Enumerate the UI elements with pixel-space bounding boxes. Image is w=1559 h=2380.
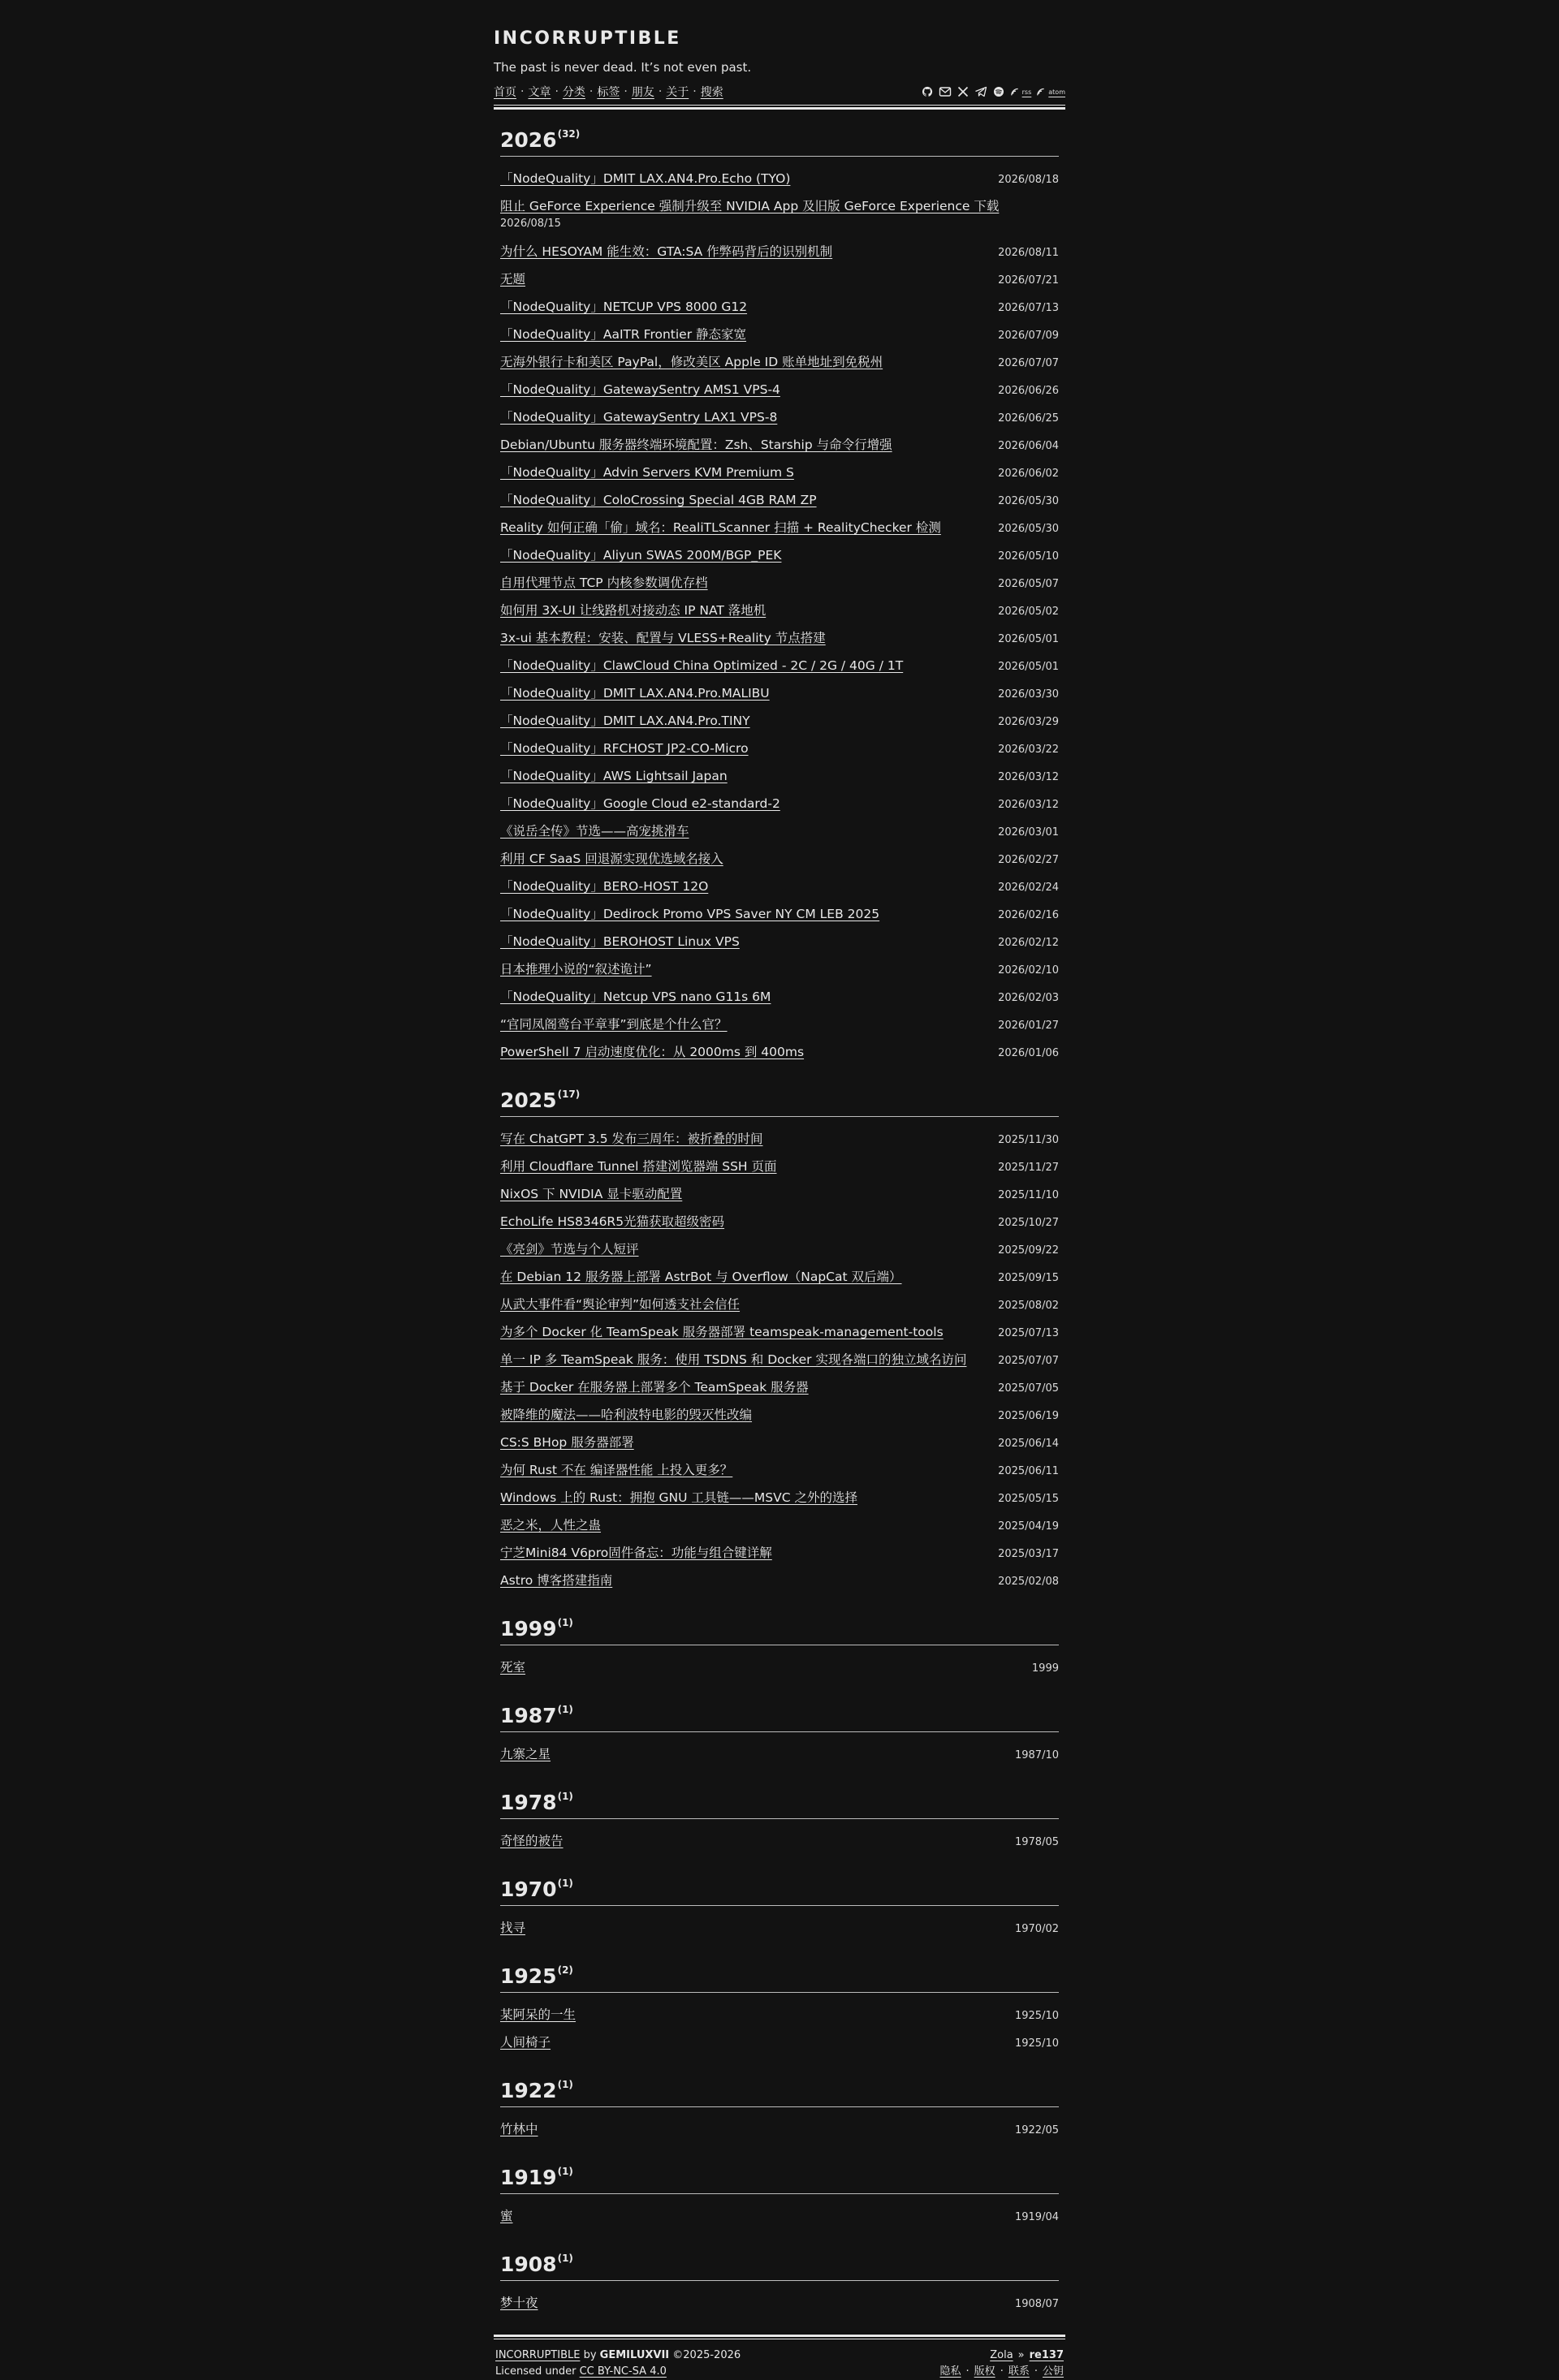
post-title-link[interactable]: 宁芝Mini84 V6pro固件备忘：功能与组合键详解 (500, 1546, 772, 1560)
post-title-link[interactable]: 「NodeQuality」Aliyun SWAS 200M/BGP_PEK (500, 548, 782, 563)
year-label: 1919 (500, 2166, 557, 2189)
post-title-link[interactable]: 基于 Docker 在服务器上部署多个 TeamSpeak 服务器 (500, 1380, 809, 1395)
post-date: 1925/10 (1014, 2037, 1059, 2050)
post-item (500, 628, 1059, 656)
post-item (500, 1543, 1059, 1571)
post-date: 2026/01/06 (998, 1047, 1059, 1059)
post-date: 2025/06/14 (998, 1438, 1059, 1450)
year-label: 1999 (500, 1617, 557, 1641)
post-title-link[interactable]: 梦十夜 (500, 2296, 538, 2310)
post-date: 2026/05/30 (998, 523, 1059, 535)
post-title-link[interactable]: 「NodeQuality」BERO-HOST 12O (500, 879, 709, 894)
year-count: (1) (557, 1791, 573, 1802)
post-item (500, 407, 1059, 435)
post-date: 2026/08/15 (500, 218, 561, 230)
post-title-link[interactable]: 无海外银行卡和美区 PayPal，修改美区 Apple ID 账单地址到免税州 (500, 355, 883, 369)
post-date: 2025/08/02 (998, 1300, 1059, 1312)
rss-icon[interactable] (1010, 86, 1032, 97)
rss-label: rss (1021, 88, 1032, 96)
year-section (500, 1782, 1059, 1859)
post-date: 2026/02/12 (998, 937, 1059, 949)
post-item (500, 932, 1059, 959)
post-title-link[interactable]: 奇怪的被告 (500, 1834, 564, 1848)
year-heading (500, 1782, 1059, 1819)
post-title-link[interactable]: NixOS 下 NVIDIA 显卡驱动配置 (500, 1187, 683, 1201)
post-title-link[interactable]: 在 Debian 12 服务器上部署 AstrBot 与 Overflow（NapCat 双后端） (500, 1270, 902, 1284)
year-heading (500, 2244, 1059, 2281)
year-count: (1) (557, 1878, 573, 1889)
post-date: 2025/10/27 (998, 1217, 1059, 1229)
post-title-link[interactable]: 为多个 Docker 化 TeamSpeak 服务器部署 teamspeak-management-tools (500, 1325, 944, 1339)
post-date: 2026/03/30 (998, 688, 1059, 701)
footer-arrow: » (1017, 2349, 1025, 2361)
post-title-link[interactable]: 「NodeQuality」BEROHOST Linux VPS (500, 934, 740, 949)
footer-credits (495, 2348, 741, 2380)
post-title-link[interactable]: 被降维的魔法——哈利波特电影的毁灭性改编 (500, 1408, 753, 1422)
post-item (500, 1571, 1059, 1598)
post-date: 2026/03/22 (998, 744, 1059, 756)
post-title-link[interactable]: 3x-ui 基本教程：安装、配置与 VLESS+Reality 节点搭建 (500, 631, 826, 645)
year-heading (500, 2157, 1059, 2194)
post-item (500, 1831, 1059, 1859)
post-date: 2026/07/07 (998, 357, 1059, 369)
post-date: 2026/07/09 (998, 330, 1059, 342)
footer-policy-link[interactable]: 公钥 (1042, 2365, 1064, 2378)
post-date: 1987/10 (1014, 1749, 1059, 1761)
post-title-link[interactable]: 「NodeQuality」Netcup VPS nano G11s 6M (500, 990, 771, 1004)
post-title-link[interactable]: CS:S BHop 服务器部署 (500, 1435, 634, 1450)
post-title-link[interactable]: Windows 上的 Rust：拥抱 GNU 工具链——MSVC 之外的选择 (500, 1490, 857, 1505)
nav-link[interactable]: 文章 (528, 86, 551, 99)
x-icon[interactable] (957, 86, 970, 97)
page (494, 28, 1065, 2380)
post-title-link[interactable]: 「NodeQuality」GatewaySentry AMS1 VPS-4 (500, 382, 780, 397)
footer-link-row (940, 2364, 1064, 2380)
post-item (500, 1658, 1059, 1685)
year-heading (500, 119, 1059, 157)
post-date: 2026/03/29 (998, 716, 1059, 728)
telegram-icon[interactable] (974, 86, 987, 97)
post-title-link[interactable]: 为什么 HESOYAM 能生效：GTA:SA 作弊码背后的识别机制 (500, 244, 833, 259)
post-item (500, 435, 1059, 463)
year-label: 1987 (500, 1704, 557, 1727)
post-date: 2026/02/16 (998, 909, 1059, 921)
post-date: 1925/10 (1014, 2010, 1059, 2022)
post-item (500, 1295, 1059, 1322)
post-title-link[interactable]: 利用 CF SaaS 回退源实现优选域名接入 (500, 852, 723, 866)
post-title-link[interactable]: 某阿呆的一生 (500, 2007, 577, 2022)
post-item (500, 380, 1059, 407)
post-item (500, 987, 1059, 1015)
post-date: 1922/05 (1014, 2124, 1059, 2136)
post-title-link[interactable]: 「NodeQuality」Google Cloud e2-standard-2 (500, 796, 780, 811)
year-count: (32) (557, 128, 581, 140)
atom-icon[interactable] (1036, 86, 1065, 97)
post-item (500, 711, 1059, 739)
post-date: 2025/07/05 (998, 1382, 1059, 1395)
post-item (500, 1918, 1059, 1946)
post-date: 1908/07 (1014, 2298, 1059, 2310)
post-item (500, 1015, 1059, 1042)
post-item (500, 490, 1059, 518)
site-tagline: The past is never dead. It’s not even past. (494, 60, 752, 75)
post-title-link[interactable]: 自用代理节点 TCP 内核参数调优存档 (500, 576, 708, 590)
post-title-link[interactable]: 「NodeQuality」ClawCloud China Optimized - 2C / 2G / 40G / 1T (500, 658, 904, 673)
post-date: 2026/05/01 (998, 633, 1059, 645)
post-item (500, 2005, 1059, 2033)
footer-license-prefix: Licensed under (495, 2365, 580, 2378)
post-item (500, 1378, 1059, 1405)
post-date: 2026/07/21 (998, 274, 1059, 287)
post-title-link[interactable]: 日本推理小说的“叙述诡计” (500, 962, 652, 977)
post-item (500, 2033, 1059, 2060)
post-date: 2026/02/10 (998, 964, 1059, 977)
footer-license-link[interactable]: CC BY-NC-SA 4.0 (579, 2365, 667, 2378)
post-title-link[interactable]: EchoLife HS8346R5光猫获取超级密码 (500, 1214, 725, 1229)
archive-list (494, 119, 1065, 2321)
post-date: 2026/05/01 (998, 661, 1059, 673)
footer-policy-link[interactable]: 联系 (1008, 2365, 1030, 2378)
post-title-link[interactable]: 如何用 3X-UI 让线路机对接动态 IP NAT 落地机 (500, 603, 767, 618)
footer-links (940, 2348, 1064, 2380)
footer-separator: · (1000, 2365, 1004, 2378)
post-title-link[interactable]: 「NodeQuality」DMIT LAX.AN4.Pro.Echo (TYO) (500, 171, 791, 186)
post-item (500, 959, 1059, 987)
footer-separator: · (1034, 2365, 1038, 2378)
year-label: 1922 (500, 2079, 557, 2102)
post-item (500, 269, 1059, 297)
year-heading (500, 1869, 1059, 1906)
post-date: 2026/03/01 (998, 826, 1059, 839)
post-item (500, 766, 1059, 794)
post-title-link[interactable]: 「NodeQuality」ColoCrossing Special 4GB RAM ZP (500, 493, 817, 507)
year-label: 1978 (500, 1791, 557, 1814)
post-date: 2026/06/26 (998, 385, 1059, 397)
year-label: 2025 (500, 1089, 557, 1112)
post-item (500, 2206, 1059, 2234)
post-item (500, 1042, 1059, 1070)
post-date: 2026/07/13 (998, 302, 1059, 314)
year-count: (1) (557, 2166, 573, 2177)
nav-link[interactable]: 搜索 (700, 86, 723, 99)
post-title-link[interactable]: 从武大事件看“舆论审判”如何透支社会信任 (500, 1297, 741, 1312)
mail-icon[interactable] (939, 86, 952, 97)
post-title-link[interactable]: PowerShell 7 启动速度优化：从 2000ms 到 400ms (500, 1045, 805, 1059)
nav-separator: · (555, 85, 559, 98)
nav-link[interactable]: 分类 (562, 86, 585, 99)
post-title-link[interactable]: 人间椅子 (500, 2035, 551, 2050)
year-section (500, 2070, 1059, 2147)
site-title[interactable]: INCORRUPTIBLE (494, 28, 681, 49)
post-title-link[interactable]: 利用 Cloudflare Tunnel 搭建浏览器端 SSH 页面 (500, 1159, 777, 1174)
post-date: 2025/04/19 (998, 1520, 1059, 1533)
atom-label: atom (1048, 88, 1065, 96)
year-heading (500, 1608, 1059, 1645)
post-item (500, 656, 1059, 683)
year-section (500, 1955, 1059, 2060)
year-heading (500, 1955, 1059, 1993)
post-date: 2026/08/18 (998, 174, 1059, 186)
footer-theme-link[interactable]: re137 (1029, 2349, 1064, 2361)
year-count: (1) (557, 1704, 573, 1715)
post-item (500, 601, 1059, 628)
post-item (500, 1212, 1059, 1240)
post-item (500, 297, 1059, 325)
post-date: 2026/01/27 (998, 1020, 1059, 1032)
post-item (500, 573, 1059, 601)
post-title-link[interactable]: Astro 博客搭建指南 (500, 1573, 613, 1588)
post-title-link[interactable]: 找寻 (500, 1921, 526, 1935)
post-title-link[interactable]: 「NodeQuality」AWS Lightsail Japan (500, 769, 728, 783)
social-icons (921, 86, 1065, 97)
footer-policy-link[interactable]: 版权 (974, 2365, 995, 2378)
post-date: 2025/06/11 (998, 1465, 1059, 1477)
post-title-link[interactable]: 无题 (500, 272, 526, 287)
post-title-link[interactable]: 蜜 (500, 2209, 513, 2223)
footer-author: GEMILUXVII (599, 2349, 670, 2361)
year-label: 2026 (500, 128, 557, 152)
post-title-link[interactable]: 《说岳全传》节选——高宠挑滑车 (500, 824, 689, 839)
post-date: 2025/11/10 (998, 1189, 1059, 1201)
post-item (500, 196, 1059, 242)
post-title-link[interactable]: Debian/Ubuntu 服务器终端环境配置：Zsh、Starship 与命令行增强 (500, 438, 892, 452)
post-item (500, 1240, 1059, 1267)
post-item (500, 683, 1059, 711)
post-item (500, 877, 1059, 904)
post-item (500, 242, 1059, 269)
post-item (500, 1488, 1059, 1516)
year-label: 1908 (500, 2253, 557, 2276)
post-date: 1919/04 (1014, 2211, 1059, 2223)
footer-separator: · (965, 2365, 970, 2378)
year-section (500, 1608, 1059, 1685)
nav-separator: · (693, 85, 697, 98)
post-title-link[interactable]: 为何 Rust 不在 编译器性能 上投入更多？ (500, 1463, 733, 1477)
post-title-link[interactable]: 「NodeQuality」Advin Servers KVM Premium S (500, 465, 794, 480)
github-icon[interactable] (921, 86, 934, 97)
nav-link[interactable]: 朋友 (631, 86, 654, 99)
post-item (500, 1184, 1059, 1212)
post-date: 2026/05/02 (998, 606, 1059, 618)
post-date: 2026/05/30 (998, 495, 1059, 507)
post-title-link[interactable]: 单一 IP 多 TeamSpeak 服务：使用 TSDNS 和 Docker 实现各端口的独立域名访问 (500, 1352, 967, 1367)
year-section (500, 1695, 1059, 1772)
year-section (500, 119, 1059, 1070)
post-item (500, 849, 1059, 877)
post-item (500, 1516, 1059, 1543)
post-item (500, 904, 1059, 932)
post-item (500, 1460, 1059, 1488)
year-count: (1) (557, 2253, 573, 2264)
year-count: (1) (557, 1617, 573, 1628)
post-date: 1970/02 (1014, 1923, 1059, 1935)
post-item (500, 1157, 1059, 1184)
nav-separator: · (658, 85, 663, 98)
nav-link[interactable]: 关于 (666, 86, 689, 99)
post-date: 2025/11/27 (998, 1162, 1059, 1174)
nav-separator: · (520, 85, 525, 98)
nav-link[interactable]: 标签 (597, 86, 620, 99)
post-item (500, 1267, 1059, 1295)
footer-engine-link[interactable]: Zola (990, 2349, 1013, 2361)
post-date: 2026/06/04 (998, 440, 1059, 452)
post-title-link[interactable]: 「NodeQuality」RFCHOST JP2-CO-Micro (500, 741, 749, 756)
post-date: 2025/07/13 (998, 1327, 1059, 1339)
post-item (500, 325, 1059, 352)
post-item (500, 545, 1059, 573)
post-item (500, 1129, 1059, 1157)
post-title-link[interactable]: 死室 (500, 1660, 526, 1675)
post-date: 1978/05 (1014, 1836, 1059, 1848)
post-item (500, 169, 1059, 196)
year-count: (17) (557, 1089, 581, 1100)
nav-links (494, 84, 723, 100)
post-title-link[interactable]: 恶之米，人性之蛊 (500, 1518, 602, 1533)
post-date: 2026/05/07 (998, 578, 1059, 590)
post-date: 2025/05/15 (998, 1493, 1059, 1505)
year-label: 1970 (500, 1878, 557, 1901)
post-date: 2025/11/30 (998, 1134, 1059, 1146)
post-date: 2025/09/15 (998, 1272, 1059, 1284)
post-title-link[interactable]: 「NodeQuality」GatewaySentry LAX1 VPS-8 (500, 410, 778, 425)
post-title-link[interactable]: 写在 ChatGPT 3.5 发布三周年：被折叠的时间 (500, 1132, 763, 1146)
post-item (500, 352, 1059, 380)
footer-site-link[interactable]: INCORRUPTIBLE (495, 2349, 581, 2361)
footer-copyright: ©2025-2026 (669, 2349, 741, 2361)
post-item (500, 821, 1059, 849)
nav-separator: · (624, 85, 628, 98)
footer-by: by (580, 2349, 600, 2361)
nav-separator: · (589, 85, 594, 98)
nav-link[interactable]: 首页 (494, 86, 516, 99)
post-title-link[interactable]: 九寨之星 (500, 1747, 551, 1761)
post-date: 2026/02/03 (998, 992, 1059, 1004)
post-item (500, 1744, 1059, 1772)
year-label: 1925 (500, 1964, 557, 1988)
post-date: 2026/08/11 (998, 247, 1059, 259)
post-item (500, 518, 1059, 545)
post-title-link[interactable]: 「NodeQuality」DMIT LAX.AN4.Pro.TINY (500, 714, 750, 728)
post-date: 2026/02/24 (998, 882, 1059, 894)
site-header (494, 28, 1065, 110)
post-item (500, 463, 1059, 490)
post-title-link[interactable]: 阻止 GeForce Experience 强制升级至 NVIDIA App 及旧版 GeForce Experience 下载 (500, 199, 1000, 213)
post-title-link[interactable]: 「NodeQuality」NETCUP VPS 8000 G12 (500, 300, 748, 314)
year-count: (1) (557, 2079, 573, 2090)
site-footer (494, 2335, 1065, 2380)
year-heading (500, 1695, 1059, 1732)
post-title-link[interactable]: 「NodeQuality」AaITR Frontier 静态家宽 (500, 327, 747, 342)
post-date: 2026/06/02 (998, 468, 1059, 480)
post-date: 1999 (1031, 1662, 1059, 1675)
year-section (500, 2244, 1059, 2321)
post-title-link[interactable]: 「NodeQuality」Dedirock Promo VPS Saver NY CM LEB 2025 (500, 907, 880, 921)
spotify-icon[interactable] (992, 86, 1005, 97)
post-item (500, 794, 1059, 821)
post-item (500, 739, 1059, 766)
post-item (500, 1405, 1059, 1433)
top-nav (494, 84, 1065, 100)
footer-policy-link[interactable]: 隐私 (939, 2365, 961, 2378)
post-date: 2025/09/22 (998, 1244, 1059, 1257)
post-title-link[interactable]: “官同凤阁鸾台平章事”到底是个什么官？ (500, 1017, 728, 1032)
post-title-link[interactable]: 竹林中 (500, 2122, 538, 2136)
post-date: 2025/07/07 (998, 1355, 1059, 1367)
year-section (500, 1080, 1059, 1598)
year-section (500, 2157, 1059, 2234)
post-item (500, 2119, 1059, 2147)
year-count: (2) (557, 1964, 573, 1976)
post-date: 2025/03/17 (998, 1548, 1059, 1560)
post-date: 2026/05/10 (998, 550, 1059, 563)
post-item (500, 1322, 1059, 1350)
post-date: 2026/06/25 (998, 412, 1059, 425)
post-item (500, 1433, 1059, 1460)
post-title-link[interactable]: Reality 如何正确「偷」域名：RealiTLScanner 扫描 + RealityChecker 检测 (500, 520, 941, 535)
header-divider (494, 105, 1065, 110)
post-title-link[interactable]: 「NodeQuality」DMIT LAX.AN4.Pro.MALIBU (500, 686, 770, 701)
year-heading (500, 2070, 1059, 2107)
post-title-link[interactable]: 《亮剑》节选与个人短评 (500, 1242, 639, 1257)
post-date: 2025/02/08 (998, 1576, 1059, 1588)
post-date: 2026/03/12 (998, 771, 1059, 783)
post-item (500, 2293, 1059, 2321)
post-date: 2026/03/12 (998, 799, 1059, 811)
year-section (500, 1869, 1059, 1946)
year-heading (500, 1080, 1059, 1117)
post-item (500, 1350, 1059, 1378)
post-date: 2026/02/27 (998, 854, 1059, 866)
post-date: 2025/06/19 (998, 1410, 1059, 1422)
